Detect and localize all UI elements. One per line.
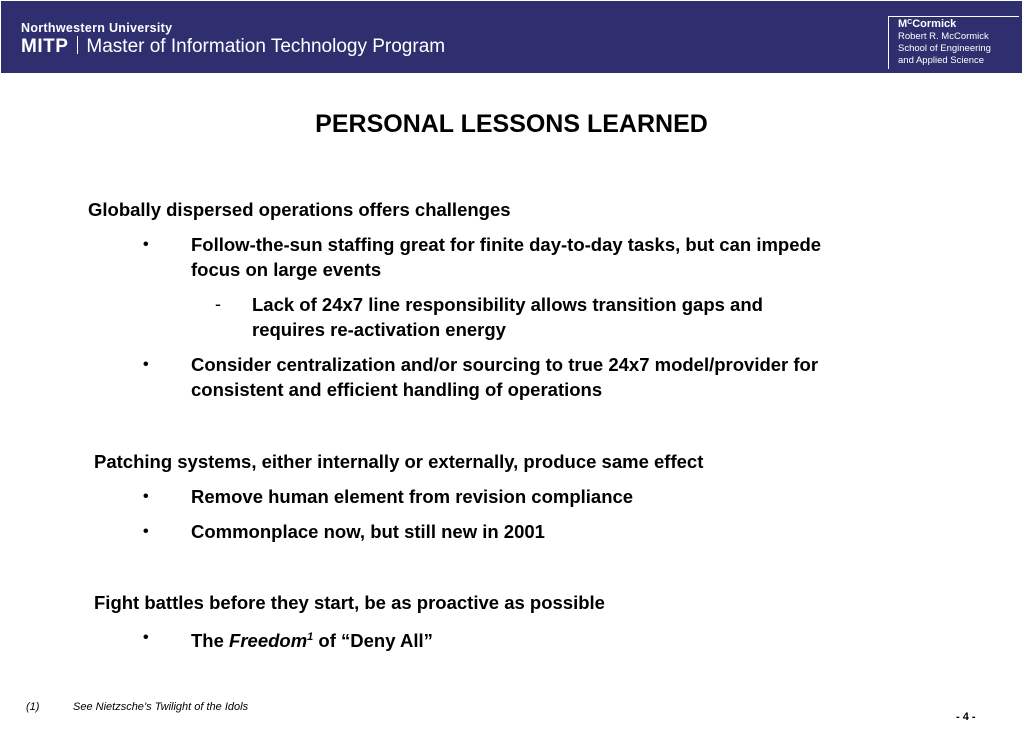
university-name: Northwestern University bbox=[21, 21, 173, 35]
freedom-italic: Freedom bbox=[229, 630, 308, 652]
bullet-text-cont: focus on large events bbox=[191, 259, 382, 280]
slide-title: PERSONAL LESSONS LEARNED bbox=[315, 110, 708, 138]
bullet-text: Follow-the-sun staffing great for finite day-to-day tasks, but can impede bbox=[191, 234, 822, 255]
divider-bar bbox=[77, 36, 78, 54]
footnote bbox=[26, 701, 248, 713]
bullet-text: Commonplace now, but still new in 2001 bbox=[191, 521, 545, 542]
school-line-2: School of Engineering bbox=[898, 43, 991, 54]
bullet-text: Remove human element from revision compliance bbox=[191, 486, 634, 507]
header-banner bbox=[1, 1, 1022, 73]
section-heading-3: Fight battles before they start, be as proactive as possible bbox=[94, 592, 605, 613]
section-heading-1: Globally dispersed operations offers challenges bbox=[88, 199, 511, 220]
sub-bullet-text-cont: requires re-activation energy bbox=[252, 319, 506, 340]
program-title bbox=[21, 36, 445, 58]
school-logo-block bbox=[888, 16, 1019, 69]
footnote-text: See Nietzsche’s Twilight of the Idols bbox=[73, 701, 249, 713]
school-line-1: Robert R. McCormick bbox=[898, 31, 989, 42]
footnote-ref: 1 bbox=[307, 631, 314, 643]
footnote-number: (1) bbox=[26, 701, 40, 713]
program-abbr: MITP bbox=[21, 36, 69, 57]
dash-icon: - bbox=[215, 294, 221, 314]
program-name: Master of Information Technology Program bbox=[86, 36, 446, 57]
bullet-icon: • bbox=[143, 488, 149, 505]
bullet-text-cont: consistent and efficient handling of operations bbox=[191, 379, 603, 400]
bullet-icon: • bbox=[143, 523, 149, 540]
sub-bullet-text: Lack of 24x7 line responsibility allows transition gaps and bbox=[252, 294, 763, 315]
page-number: - 4 - bbox=[956, 711, 976, 723]
bullet-text: The Freedom$^1$ of “Deny All” bbox=[191, 630, 433, 652]
bullet-icon: • bbox=[143, 629, 149, 646]
school-line-3: and Applied Science bbox=[898, 55, 985, 66]
bullet-icon: • bbox=[143, 236, 149, 253]
bullet-text: Consider centralization and/or sourcing to true 24x7 model/provider for bbox=[191, 354, 819, 375]
mccormick-logo: $M^CCormick$ bbox=[898, 18, 957, 30]
section-heading-2: Patching systems, either internally or externally, produce same effect bbox=[94, 451, 704, 472]
bullet-icon: • bbox=[143, 356, 149, 373]
